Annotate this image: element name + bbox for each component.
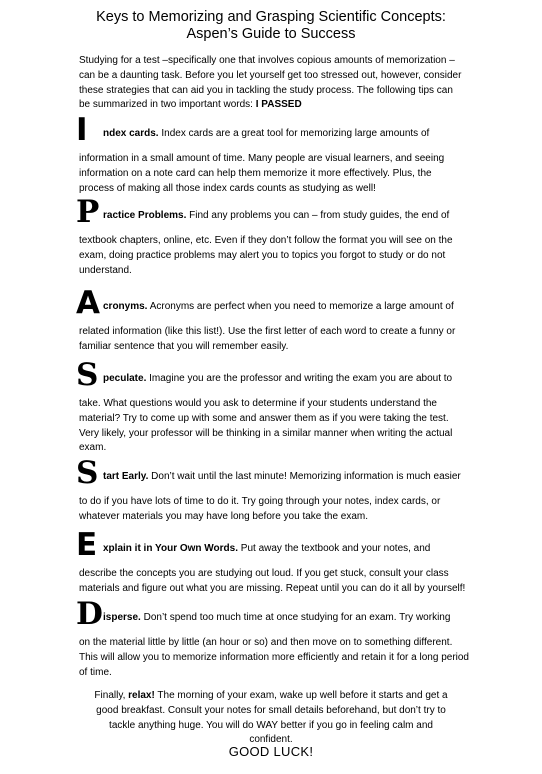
tip-heading: tart Early. (103, 471, 149, 483)
intro-emphasis: I PASSED (255, 99, 302, 111)
drop-cap: S (76, 455, 99, 491)
tip-first-line: Find any problems you can – from study guides, the end of (189, 210, 450, 222)
tip-first-line: Put away the textbook and your notes, and (240, 543, 431, 555)
tip-body: textbook chapters, online, etc. Even if they don’t follow the format you will see on the exam, doing practice problems may alert you to topics you forgot to study or do not understand. (79, 235, 453, 276)
tip-body: to do if you have lots of time to do it. Try going through your notes, index cards, or whatever materials you may have long before you take the exam. (79, 496, 441, 522)
drop-cap: P (76, 194, 100, 230)
tip-first-line: Acronyms are perfect when you need to memorize a large amount of (149, 301, 454, 313)
tip-start-early (76, 455, 469, 525)
tip-body: related information (like this list!). Use the first letter of each word to create a funny or familiar sentence that you will remember easily. (79, 326, 456, 352)
closing-lead: Finally, (94, 690, 129, 701)
title-line-1: Keys to Memorizing and Grasping Scientific Concepts: (96, 9, 446, 25)
title-line-2: Aspen’s Guide to Success (186, 26, 356, 42)
intro-paragraph (79, 54, 464, 113)
drop-cap: E (76, 527, 98, 563)
closing-bold: relax! (128, 690, 155, 701)
tip-heading: isperse. (103, 612, 141, 624)
drop-cap: D (76, 596, 103, 632)
tip-heading: ndex cards. (103, 128, 159, 140)
tip-disperse (76, 596, 469, 680)
tip-speculate (76, 357, 469, 456)
tip-first-line: Index cards are a great tool for memorizing large amounts of (161, 128, 430, 140)
tip-first-line: Don’t spend too much time at once studying for an exam. Try working (143, 612, 451, 624)
tip-body: information in a small amount of time. Many people are visual learners, and seeing information on a note card can help them memorize it more effectively. Plus, the process of making all those index cards counts as studying as well! (79, 153, 445, 194)
tip-first-line: Imagine you are the professor and writing the exam you are about to (149, 373, 453, 385)
tip-heading: xplain it in Your Own Words. (103, 543, 239, 555)
good-luck-signoff: GOOD LUCK! (228, 744, 314, 759)
closing-paragraph (90, 689, 452, 748)
drop-cap: S (76, 357, 99, 393)
drop-cap: I (76, 112, 88, 148)
tip-heading: cronyms. (103, 301, 148, 313)
tip-body: describe the concepts you are studying out loud. If you get stuck, consult your class materials and figure out what you are missing. Repeat until you can do it all by yourself! (79, 568, 466, 594)
tip-first-line: Don’t wait until the last minute! Memorizing information is much easier (151, 471, 461, 483)
tip-body: take. What questions would you ask to determine if your students understand the material? Try to come up with some and answer them as if you were taking the test. Very likely, your professor will be thinking in a similar manner when writing the actual exam. (79, 398, 453, 454)
tip-explain (76, 527, 469, 597)
tip-acronyms (76, 285, 469, 355)
tip-body: on the material little by little (an hour or so) and then move on to something different. This will allow you to memorize information more efficiently and retain it for a long period of time. (79, 637, 469, 678)
tip-heading: peculate. (103, 373, 147, 385)
intro-text: Studying for a test –specifically one that involves copious amounts of memorization – can be a daunting task. Before you let yourself get too stressed out, however, consider these strategies that can aid you in tackling the study process. The following tips can be summarized in two important words: (79, 55, 462, 111)
closing-text: The morning of your exam, wake up well before it starts and get a good breakfast. Consult your notes for small details beforehand, but don’t try to tackle anything huge. You will do WAY better if you go in feeling calm and confident. (96, 690, 448, 746)
drop-cap: A (76, 285, 100, 321)
tip-practice-problems (76, 194, 469, 278)
tip-index-cards (76, 112, 469, 196)
document-title (0, 9, 542, 43)
tip-heading: ractice Problems. (103, 210, 187, 222)
